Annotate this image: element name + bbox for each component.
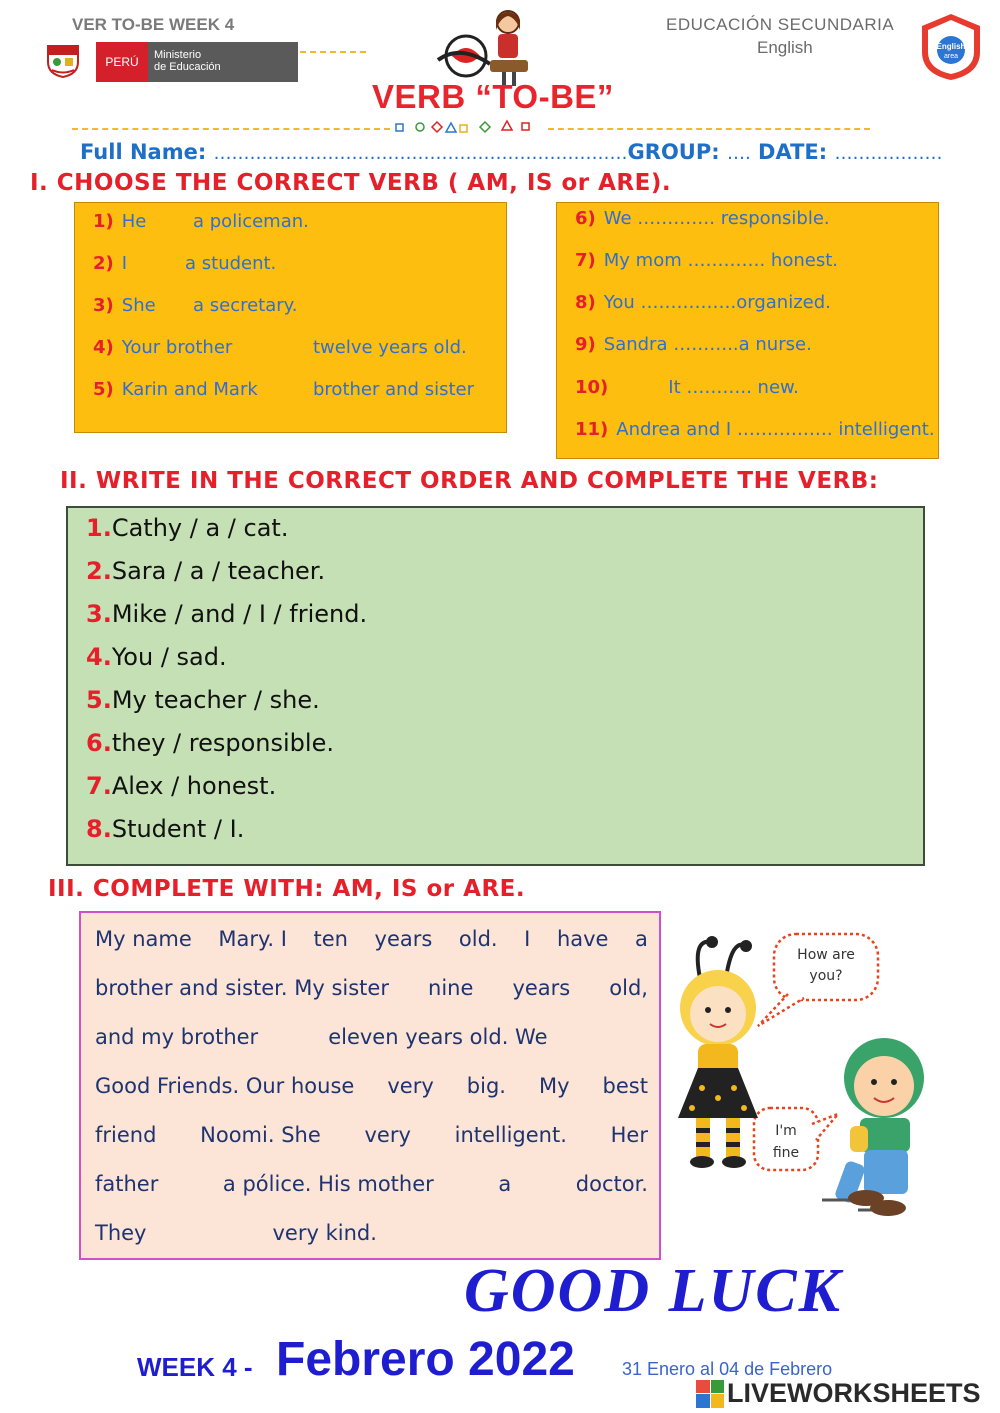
ministry-logo <box>96 42 298 82</box>
text-fragment: very <box>387 1074 434 1098</box>
exercise-item[interactable] <box>86 772 276 800</box>
bubble-boy-line-1: I'm <box>775 1123 797 1139</box>
text-fragment: My name <box>95 927 192 951</box>
exercise-item[interactable] <box>86 686 320 714</box>
exercise-item[interactable] <box>575 419 935 440</box>
item-number: 4) <box>93 337 114 358</box>
item-number: 2) <box>93 253 114 274</box>
answer-blank[interactable] <box>251 337 309 359</box>
item-number: 11) <box>575 419 609 440</box>
exercise-1-left-box <box>74 202 507 433</box>
item-number: 6) <box>575 208 596 229</box>
decorative-shapes-icon <box>392 118 542 138</box>
exercise-item[interactable] <box>575 334 812 355</box>
header-divider <box>300 51 366 53</box>
exercise-item <box>93 211 146 232</box>
text-fragment: very <box>364 1123 411 1147</box>
section-3-title: III. COMPLETE WITH: AM, IS or ARE. <box>48 876 526 902</box>
text-fragment: Her <box>610 1123 648 1147</box>
item-text: Sara / a / teacher. <box>111 557 326 585</box>
english-area-logo-icon <box>918 12 984 82</box>
item-number: 7) <box>575 250 596 271</box>
item-text: Student / I. <box>111 815 245 843</box>
item-text: You …………….organized. <box>603 292 831 313</box>
text-fragment: I <box>524 927 531 951</box>
text-fragment: Good Friends. Our house <box>95 1074 355 1098</box>
text-fragment: years <box>512 976 571 1000</box>
peru-shield-icon <box>44 42 82 78</box>
ministry-line-2: de Educación <box>154 61 221 73</box>
answer-blank[interactable] <box>141 253 181 275</box>
item-number: 10) <box>575 377 609 398</box>
speech-bubble-how-are-you <box>758 934 878 1026</box>
item-number: 6. <box>86 729 112 757</box>
exercise-item <box>93 253 127 274</box>
exercise-item[interactable] <box>86 643 227 671</box>
page-title: VERB “TO-BE” <box>372 78 614 115</box>
exercise-item[interactable] <box>575 250 838 271</box>
item-subject: Your brother <box>121 337 233 358</box>
exercise-item <box>93 337 232 358</box>
item-subject: I <box>121 253 128 274</box>
text-fragment: a pólice. His mother <box>222 1172 434 1196</box>
item-number: 3) <box>93 295 114 316</box>
item-complement: a policeman. <box>193 211 309 232</box>
exercise-2-box <box>66 506 925 866</box>
paragraph-line[interactable] <box>95 1172 648 1196</box>
item-text: My mom …………. honest. <box>603 250 838 271</box>
item-text: You / sad. <box>111 643 227 671</box>
text-fragment: brother and sister. My sister <box>95 976 389 1000</box>
full-name-label: Full Name: <box>80 140 207 164</box>
exercise-item[interactable] <box>86 514 288 542</box>
item-subject: She <box>121 295 156 316</box>
svg-text:English: English <box>936 42 966 51</box>
date-field[interactable]: ……………… <box>834 143 943 164</box>
exercise-item <box>93 379 258 400</box>
liveworksheets-label: LIVEWORKSHEETS <box>727 1378 981 1408</box>
text-fragment: nine <box>428 976 474 1000</box>
text-fragment: eleven years old. We <box>328 1025 548 1049</box>
paragraph-line[interactable] <box>95 976 648 1000</box>
text-fragment: They <box>95 1221 147 1245</box>
answer-blank[interactable] <box>269 379 309 401</box>
text-fragment: intelligent. <box>454 1123 567 1147</box>
paragraph-line[interactable] <box>95 1221 648 1245</box>
text-fragment: doctor. <box>575 1172 648 1196</box>
exercise-item[interactable] <box>575 377 799 398</box>
paragraph-line[interactable] <box>95 927 648 951</box>
paragraph-line[interactable] <box>95 1074 648 1098</box>
group-label: GROUP: <box>627 140 720 164</box>
text-fragment: Mary. I <box>218 927 287 951</box>
title-divider-right <box>548 128 870 130</box>
education-level: EDUCACIÓN SECUNDARIA <box>666 15 895 34</box>
item-complement: brother and sister <box>313 379 474 400</box>
item-number: 7. <box>86 772 112 800</box>
bubble-girl-line-1: How are <box>797 947 855 963</box>
good-luck-banner: GOOD LUCK <box>464 1257 842 1325</box>
kids-illustration <box>662 928 992 1234</box>
footer-date-range: 31 Enero al 04 de Febrero <box>622 1359 833 1379</box>
answer-blank[interactable] <box>163 295 191 317</box>
ministry-line-1: Ministerio <box>154 49 202 61</box>
text-fragment: best <box>602 1074 648 1098</box>
exercise-1-right-box <box>556 202 939 459</box>
item-number: 2. <box>86 557 112 585</box>
text-fragment: and my brother <box>95 1025 259 1049</box>
item-text: Mike / and / I / friend. <box>111 600 368 628</box>
exercise-item[interactable] <box>86 600 367 628</box>
exercise-item[interactable] <box>575 292 831 313</box>
item-number: 4. <box>86 643 112 671</box>
item-number: 8. <box>86 815 112 843</box>
ministry-label <box>148 42 298 82</box>
text-fragment: a <box>635 927 648 951</box>
item-complement: a secretary. <box>193 295 298 316</box>
text-fragment: Noomi. She <box>200 1123 321 1147</box>
subject-label: English <box>757 38 813 57</box>
item-number: 3. <box>86 600 112 628</box>
paragraph-line[interactable] <box>95 1123 648 1147</box>
liveworksheets-logo-icon <box>696 1380 724 1408</box>
bubble-girl-line-2: you? <box>809 968 843 984</box>
exercise-item[interactable] <box>86 557 325 585</box>
group-field[interactable]: …. <box>726 143 751 164</box>
section-1-title: I. CHOOSE THE CORRECT VERB ( AM, IS or ARE). <box>30 170 672 196</box>
exercise-3-paragraph-box <box>79 911 661 1260</box>
item-text: Sandra ………..a nurse. <box>603 334 812 355</box>
item-number: 1. <box>86 514 112 542</box>
footer-month-year: Febrero 2022 <box>276 1333 575 1386</box>
peru-label: PERÚ <box>96 42 148 82</box>
text-fragment: friend <box>95 1123 157 1147</box>
item-number: 5. <box>86 686 112 714</box>
text-fragment: My <box>538 1074 570 1098</box>
text-fragment: years <box>374 927 433 951</box>
item-number: 9) <box>575 334 596 355</box>
bubble-boy-line-2: fine <box>772 1145 800 1161</box>
bee-girl-icon <box>678 936 758 1168</box>
item-text: It ……….. new. <box>668 377 799 398</box>
item-subject: Karin and Mark <box>121 379 258 400</box>
footer-week-label: WEEK 4 - <box>137 1352 253 1382</box>
item-number: 8) <box>575 292 596 313</box>
item-text: Andrea and I ……………. intelligent. <box>616 419 935 440</box>
item-text: Alex / honest. <box>111 772 277 800</box>
speech-bubble-im-fine <box>754 1108 838 1170</box>
text-fragment: have <box>556 927 609 951</box>
exercise-item <box>93 295 156 316</box>
text-fragment: big. <box>466 1074 506 1098</box>
text-fragment: ten <box>313 927 348 951</box>
text-fragment: very kind. <box>272 1221 377 1245</box>
worksheet-top-title: VER TO-BE WEEK 4 <box>72 15 235 34</box>
item-complement: twelve years old. <box>313 337 467 358</box>
full-name-field[interactable]: …………………………………………………………… <box>213 143 628 164</box>
item-text: they / responsible. <box>111 729 334 757</box>
item-complement: a student. <box>185 253 277 274</box>
text-fragment: old. <box>458 927 498 951</box>
answer-blank[interactable] <box>159 211 189 233</box>
exercise-item[interactable] <box>575 208 830 229</box>
item-number: 1) <box>93 211 114 232</box>
paragraph-line[interactable] <box>95 1025 648 1049</box>
boy-skater-icon <box>822 1038 924 1216</box>
exercise-item[interactable] <box>86 729 334 757</box>
exercise-item[interactable] <box>86 815 244 843</box>
section-2-title: II. WRITE IN THE CORRECT ORDER AND COMPLETE THE VERB: <box>60 468 879 494</box>
student-info-line <box>80 140 942 164</box>
item-number: 5) <box>93 379 114 400</box>
date-label: DATE: <box>758 140 828 164</box>
text-fragment: old, <box>609 976 648 1000</box>
item-text: Cathy / a / cat. <box>111 514 289 542</box>
text-fragment: a <box>498 1172 512 1196</box>
item-text: We …………. responsible. <box>603 208 830 229</box>
svg-text:area: area <box>943 53 959 60</box>
liveworksheets-brand[interactable] <box>696 1378 981 1409</box>
item-subject: He <box>121 211 147 232</box>
text-fragment: father <box>95 1172 159 1196</box>
item-text: My teacher / she. <box>111 686 320 714</box>
title-divider-left <box>72 128 390 130</box>
